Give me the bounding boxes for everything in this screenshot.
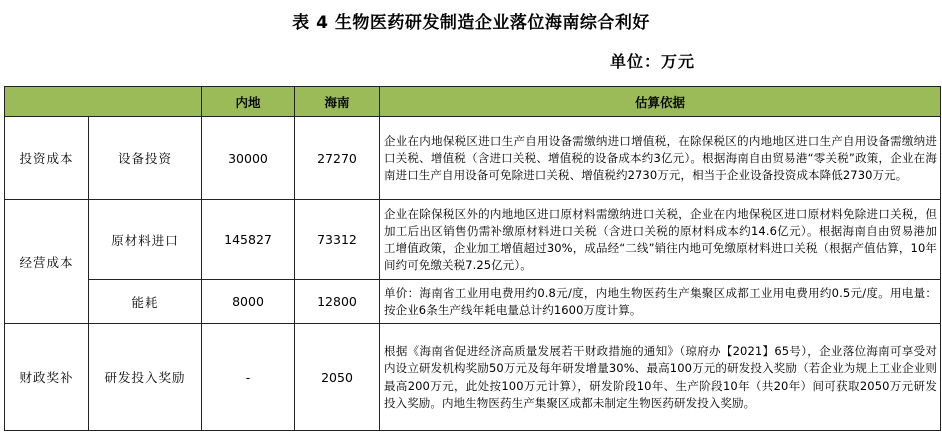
mainland-value: 8000 xyxy=(202,280,295,324)
category-cell: 财政奖补 xyxy=(5,324,89,431)
header-row xyxy=(5,87,941,117)
basis-text: 单价：海南省工业用电费用约0.8元/度，内地生物医药生产集聚区成都工业用电费用约0.5元/度。用电量：按企业6条生产线年耗电量总计约1600万度计算。 xyxy=(380,280,941,324)
table-row xyxy=(5,117,941,200)
header-hainan: 海南 xyxy=(295,87,380,117)
hainan-value: 12800 xyxy=(295,280,380,324)
basis-text: 企业在内地保税区进口生产自用设备需缴纳进口增值税，在除保税区的内地地区进口生产自用设备需缴纳进口关税、增值税（含进口关税、增值税的设备成本约3亿元）。根据海南自由贸易港“零关税”政策，企业在海南进口生产自用设备可免除进口关税、增值税约2730万元，相当于企业设备投资成本降低2730万元。 xyxy=(380,117,941,200)
mainland-value: 145827 xyxy=(202,200,295,280)
category-cell: 投资成本 xyxy=(5,117,89,200)
header-blank xyxy=(5,87,202,117)
item-cell: 设备投资 xyxy=(89,117,202,200)
item-cell: 能耗 xyxy=(89,280,202,324)
mainland-value: - xyxy=(202,324,295,431)
table-row xyxy=(5,324,941,431)
benefit-table xyxy=(4,86,941,431)
hainan-value: 27270 xyxy=(295,117,380,200)
table-title: 表 4 生物医药研发制造企业落位海南综合利好 xyxy=(292,13,650,33)
header-mainland: 内地 xyxy=(202,87,295,117)
unit-label: 单位：万元 xyxy=(610,52,696,71)
table-row xyxy=(5,280,941,324)
category-cell: 经营成本 xyxy=(5,200,89,324)
basis-text: 根据《海南省促进经济高质量发展若干财政措施的通知》（琼府办【2021】65号），企业落位海南可享受对内设立研发机构奖励50万元及每年研发增量30%、最高100万元的研发投入奖励（若企业为规上工业企业则最高200万元，此处按100万元计算），研发阶段10年、生产阶段10年（共20年）间可获取2050万元研发投入奖励。内地生物医药生产集聚区成都未制定生物医药研发投入奖励。 xyxy=(380,324,941,431)
item-cell: 原材料进口 xyxy=(89,200,202,280)
table-row xyxy=(5,200,941,280)
header-basis: 估算依据 xyxy=(380,87,941,117)
basis-text: 企业在除保税区外的内地地区进口原材料需缴纳进口关税，企业在内地保税区进口原材料免除进口关税，但加工后出区销售仍需补缴原材料进口关税（含进口关税的原材料成本约14.6亿元）。根据海南自由贸易港加工增值政策，企业加工增值超过30%，成品经“二线”销往内地可免缴原材料进口关税（根据产值估算，10年间约可免缴关税7.25亿元）。 xyxy=(380,200,941,280)
hainan-value: 73312 xyxy=(295,200,380,280)
mainland-value: 30000 xyxy=(202,117,295,200)
hainan-value: 2050 xyxy=(295,324,380,431)
item-cell: 研发投入奖励 xyxy=(89,324,202,431)
